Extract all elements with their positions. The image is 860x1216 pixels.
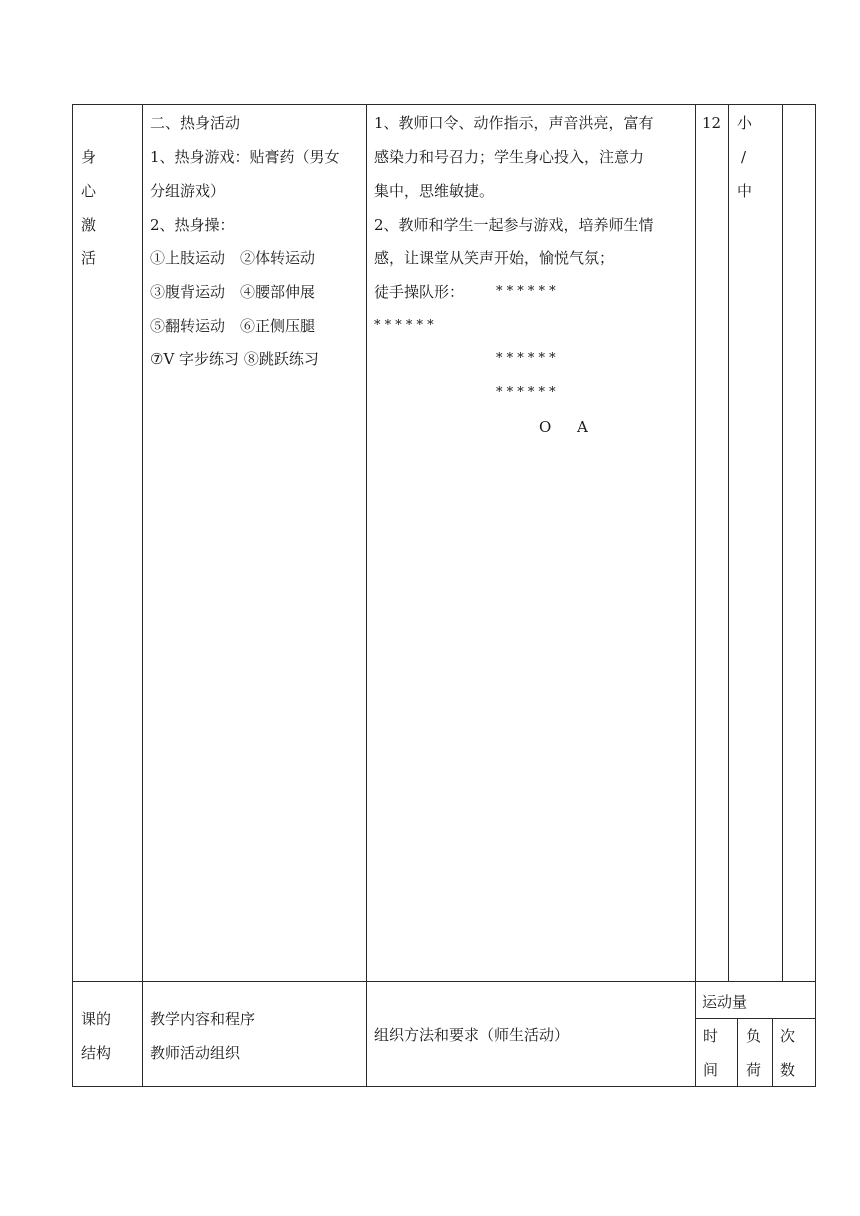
- table-row-divider: [72, 981, 816, 982]
- method-line-2: 感染力和号召力；学生身心投入，注意力: [374, 148, 645, 166]
- count-header-char-2: 数: [780, 1061, 796, 1079]
- exercise-row-4: ⑦V 字步练习 ⑧跳跃练习: [150, 350, 319, 368]
- formation-marker-o: O: [539, 418, 552, 436]
- column-divider-5-upper: [782, 104, 783, 981]
- time-header-char-1: 时: [703, 1027, 719, 1045]
- formation-label: 徒手操队形：: [374, 283, 465, 301]
- load-intensity-char-1: 小: [737, 114, 753, 132]
- method-line-1: 1、教师口令、动作指示，声音洪亮，富有: [374, 114, 654, 132]
- column-divider-4-lower: [737, 1018, 738, 1087]
- section-char-3: 激: [81, 216, 97, 234]
- exercise-row-1: ①上肢运动 ②体转运动: [150, 249, 316, 267]
- column-divider-4-upper: [728, 104, 729, 981]
- intensity-header-char-2: 荷: [746, 1061, 762, 1079]
- table-left-border: [72, 104, 73, 1087]
- game-line-2: 分组游戏）: [150, 182, 226, 200]
- section-char-4: 活: [81, 249, 97, 267]
- game-line-1: 1、热身游戏：贴膏药（男女: [150, 148, 340, 166]
- method-line-5: 感，让课堂从笑声开始，愉悦气氛；: [374, 249, 615, 267]
- column-divider-2: [366, 104, 367, 1087]
- formation-stars-row-4: * * * * * *: [496, 385, 556, 400]
- formation-stars-row-1: * * * * * *: [496, 284, 556, 299]
- exercise-load-header: 运动量: [702, 993, 748, 1011]
- exercise-heading: 2、热身操：: [150, 216, 235, 234]
- section-char-2: 心: [81, 182, 97, 200]
- method-line-3: 集中，思维敏捷。: [374, 182, 495, 200]
- method-line-4: 2、教师和学生一起参与游戏，培养师生情: [374, 216, 654, 234]
- table-right-border: [815, 104, 816, 1087]
- load-intensity-char-3: 中: [737, 182, 753, 200]
- content-title: 二、热身活动: [150, 114, 241, 132]
- count-header-char-1: 次: [780, 1027, 796, 1045]
- load-subheader-divider: [695, 1018, 816, 1019]
- table-bottom-border: [72, 1086, 816, 1087]
- intensity-header-char-1: 负: [746, 1027, 762, 1045]
- load-time-value: 12: [702, 114, 722, 132]
- exercise-row-2: ③腹背运动 ④腰部伸展: [150, 283, 316, 301]
- content-header-line-2: 教师活动组织: [150, 1044, 241, 1062]
- time-header-char-2: 间: [703, 1061, 719, 1079]
- formation-stars-row-3: * * * * * *: [496, 351, 556, 366]
- column-divider-3: [695, 104, 696, 1087]
- formation-marker-a: A: [577, 418, 588, 436]
- exercise-row-3: ⑤翻转运动 ⑥正侧压腿: [150, 317, 316, 335]
- column-divider-5-lower: [772, 1018, 773, 1087]
- table-top-border: [72, 104, 816, 105]
- column-divider-1: [142, 104, 143, 1087]
- load-intensity-char-2: /: [741, 148, 747, 166]
- structure-label-line-2: 结构: [81, 1044, 112, 1062]
- section-char-1: 身: [81, 148, 97, 166]
- content-header-line-1: 教学内容和程序: [150, 1010, 256, 1028]
- method-header: 组织方法和要求（师生活动）: [374, 1026, 570, 1044]
- structure-label-line-1: 课的: [81, 1010, 112, 1028]
- formation-stars-row-2: * * * * * *: [374, 318, 434, 333]
